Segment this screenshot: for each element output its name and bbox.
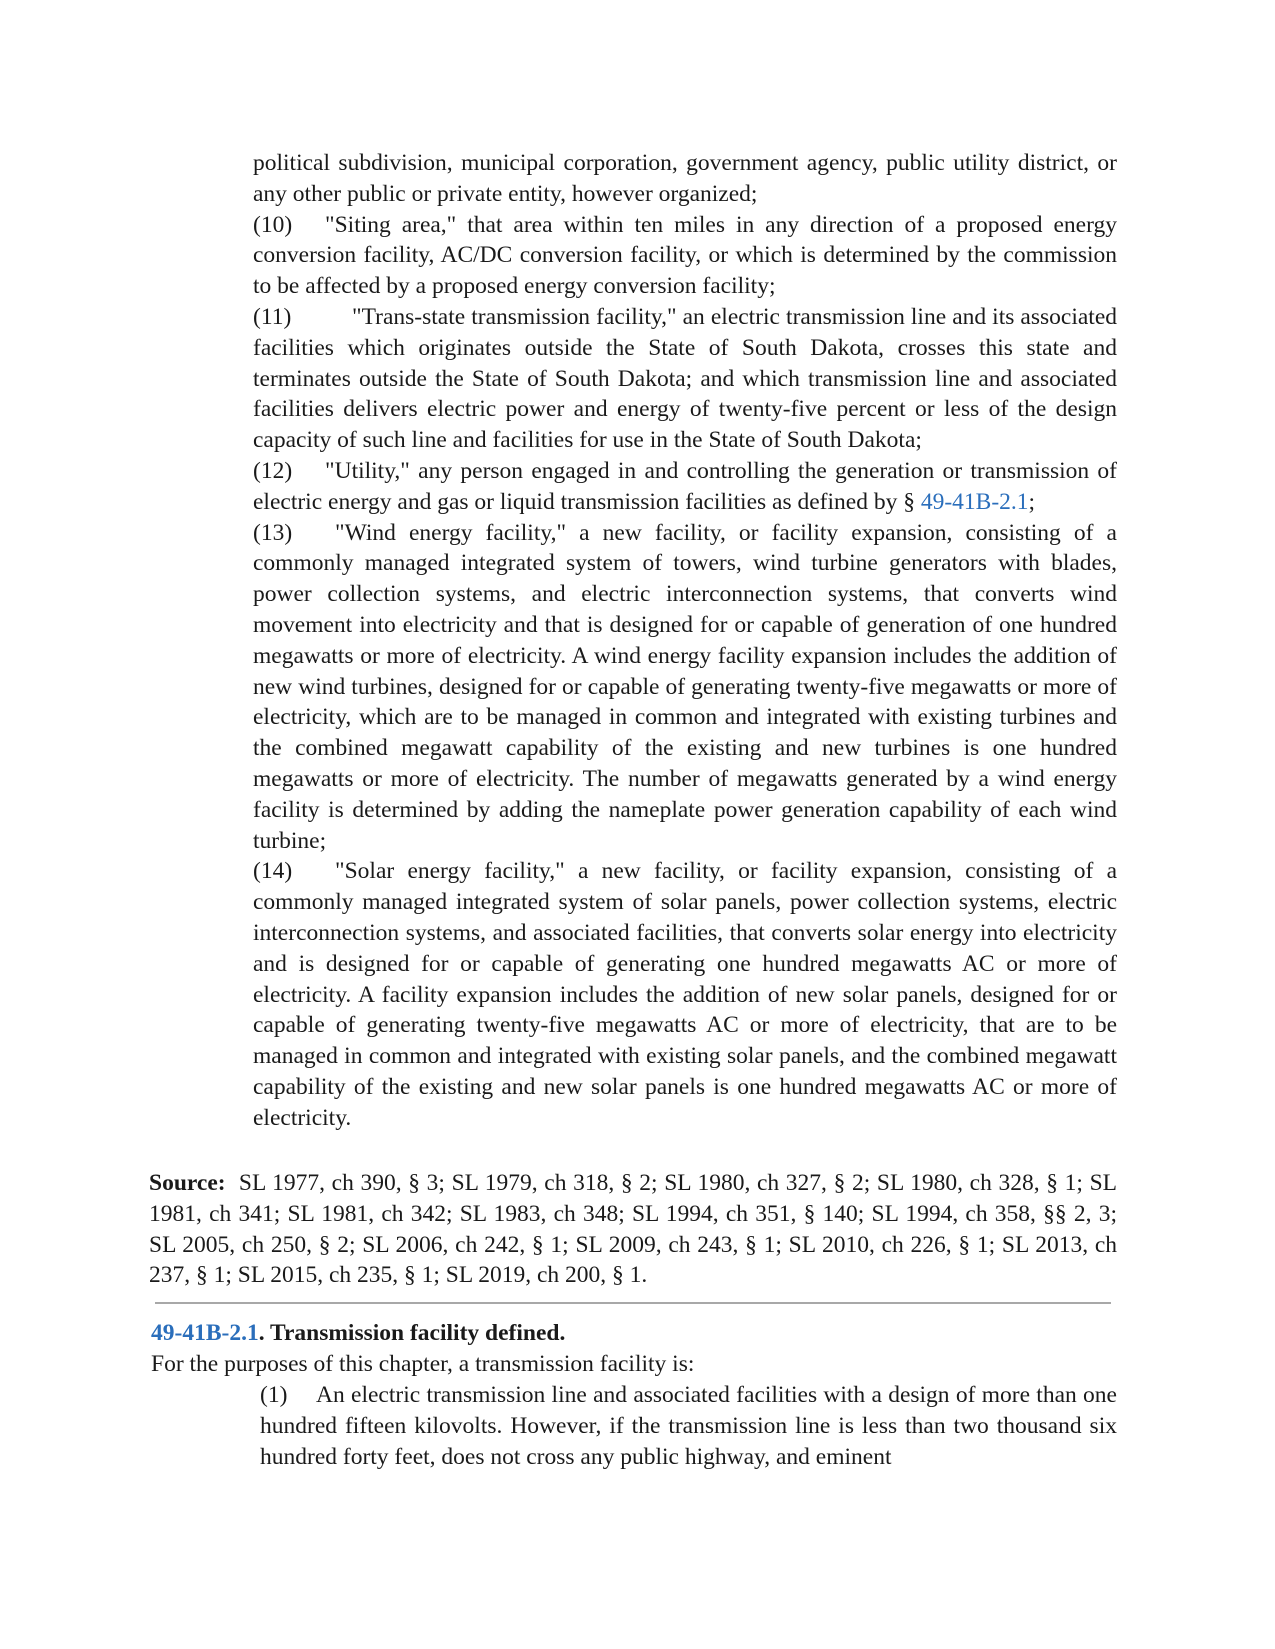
item-text: "Wind energy facility," a new facility, or facility expansion, consisting of a commonly managed integrated system of towers, wind turbine generators with blades, power collection systems, and electric interconnection systems, that converts wind movement into electricity and that is designed for or capable of generation of one hundred megawatts or more of electricity. A wind energy facility expansion includes the addition of new wind turbines, designed for or capable of generating twenty-five megawatts or more of electricity, which are to be managed in common and integrated with existing turbines and the combined megawatt capability of the existing and new turbines is one hundred megawatts or more of electricity. The number of megawatts generated by a wind energy facility is determined by adding the nameplate power generation capability of each wind turbine; — [253, 519, 1117, 854]
section-link[interactable]: 49-41B-2.1 — [920, 488, 1029, 515]
definition-11 — [253, 302, 1117, 456]
item-text: "Utility," any person engaged in and controlling the generation or transmission of electric energy and gas or liquid transmission facilities as defined by § — [253, 457, 1117, 515]
definition-14 — [253, 856, 1117, 1133]
continuation-text: political subdivision, municipal corporation, government agency, public utility district, or any other public or private entity, however organized; — [253, 150, 1117, 207]
transmission-definition-list — [260, 1380, 1117, 1472]
transmission-item-1 — [260, 1380, 1117, 1472]
section-number-link[interactable]: 49-41B-2.1 — [151, 1320, 259, 1346]
item-text: "Solar energy facility," a new facility, or facility expansion, consisting of a commonly managed integrated system of solar panels, power collection systems, electric interconnection systems, and associated facilities, that converts solar energy into electricity and is designed for or capable of generating one hundred megawatts AC or more of electricity. A facility expansion includes the addition of new solar panels, designed for or capable of generating twenty-five megawatts AC or more of electricity, that are to be managed in common and integrated with existing solar panels, and the combined megawatt capability of the existing and new solar panels is one hundred megawatts AC or more of electricity. — [253, 858, 1117, 1131]
item-text: "Siting area," that area within ten miles in any direction of a proposed energy conversion facility, AC/DC conversion facility, or which is determined by the commission to be affected by a proposed energy conversion facility; — [253, 211, 1117, 300]
item-number: (10) — [253, 211, 293, 238]
section-divider — [155, 1302, 1111, 1304]
item-number: (14) — [253, 858, 293, 885]
item-number: (12) — [253, 457, 293, 484]
section-heading — [151, 1318, 565, 1349]
item-number: (11) — [253, 303, 292, 330]
source-label: Source: — [149, 1170, 226, 1196]
definition-12 — [253, 456, 1117, 518]
definition-10 — [253, 210, 1117, 302]
section-intro: For the purposes of this chapter, a transmission facility is: — [151, 1351, 695, 1377]
section-title: . Transmission facility defined. — [258, 1320, 566, 1346]
source-citation — [149, 1168, 1117, 1291]
item-number: (1) — [260, 1382, 288, 1408]
item-text: An electric transmission line and associated facilities with a design of more than one hundred fifteen kilovolts. However, if the transmission line is less than two thousand six hundred forty feet, does not cross any public highway, and eminent — [260, 1382, 1117, 1470]
item-number: (13) — [253, 519, 293, 546]
definition-13 — [253, 518, 1117, 857]
source-text: SL 1977, ch 390, § 3; SL 1979, ch 318, § 2; SL 1980, ch 327, § 2; SL 1980, ch 328, § 1; SL 1981, ch 341; SL 1981, ch 342; SL 1983, ch 348; SL 1994, ch 351, § 140; SL 1994, ch 358, §§ 2, 3; SL 2005, ch 250, § 2; SL 2006, ch 242, § 1; SL 2009, ch 243, § 1; SL 2010, ch 226, § 1; SL 2013, ch 237, § 1; SL 2015, ch 235, § 1; SL 2019, ch 200, § 1. — [149, 1170, 1117, 1289]
definitions-list — [253, 148, 1117, 1134]
item-text-end: ; — [1028, 488, 1036, 515]
item-text: "Trans-state transmission facility," an electric transmission line and its associated facilities which originates outside the State of South Dakota, crosses this state and terminates outside the State of South Dakota; and which transmission line and associated facilities delivers electric power and energy of twenty-five percent or less of the design capacity of such line and facilities for use in the State of South Dakota; — [253, 303, 1117, 454]
